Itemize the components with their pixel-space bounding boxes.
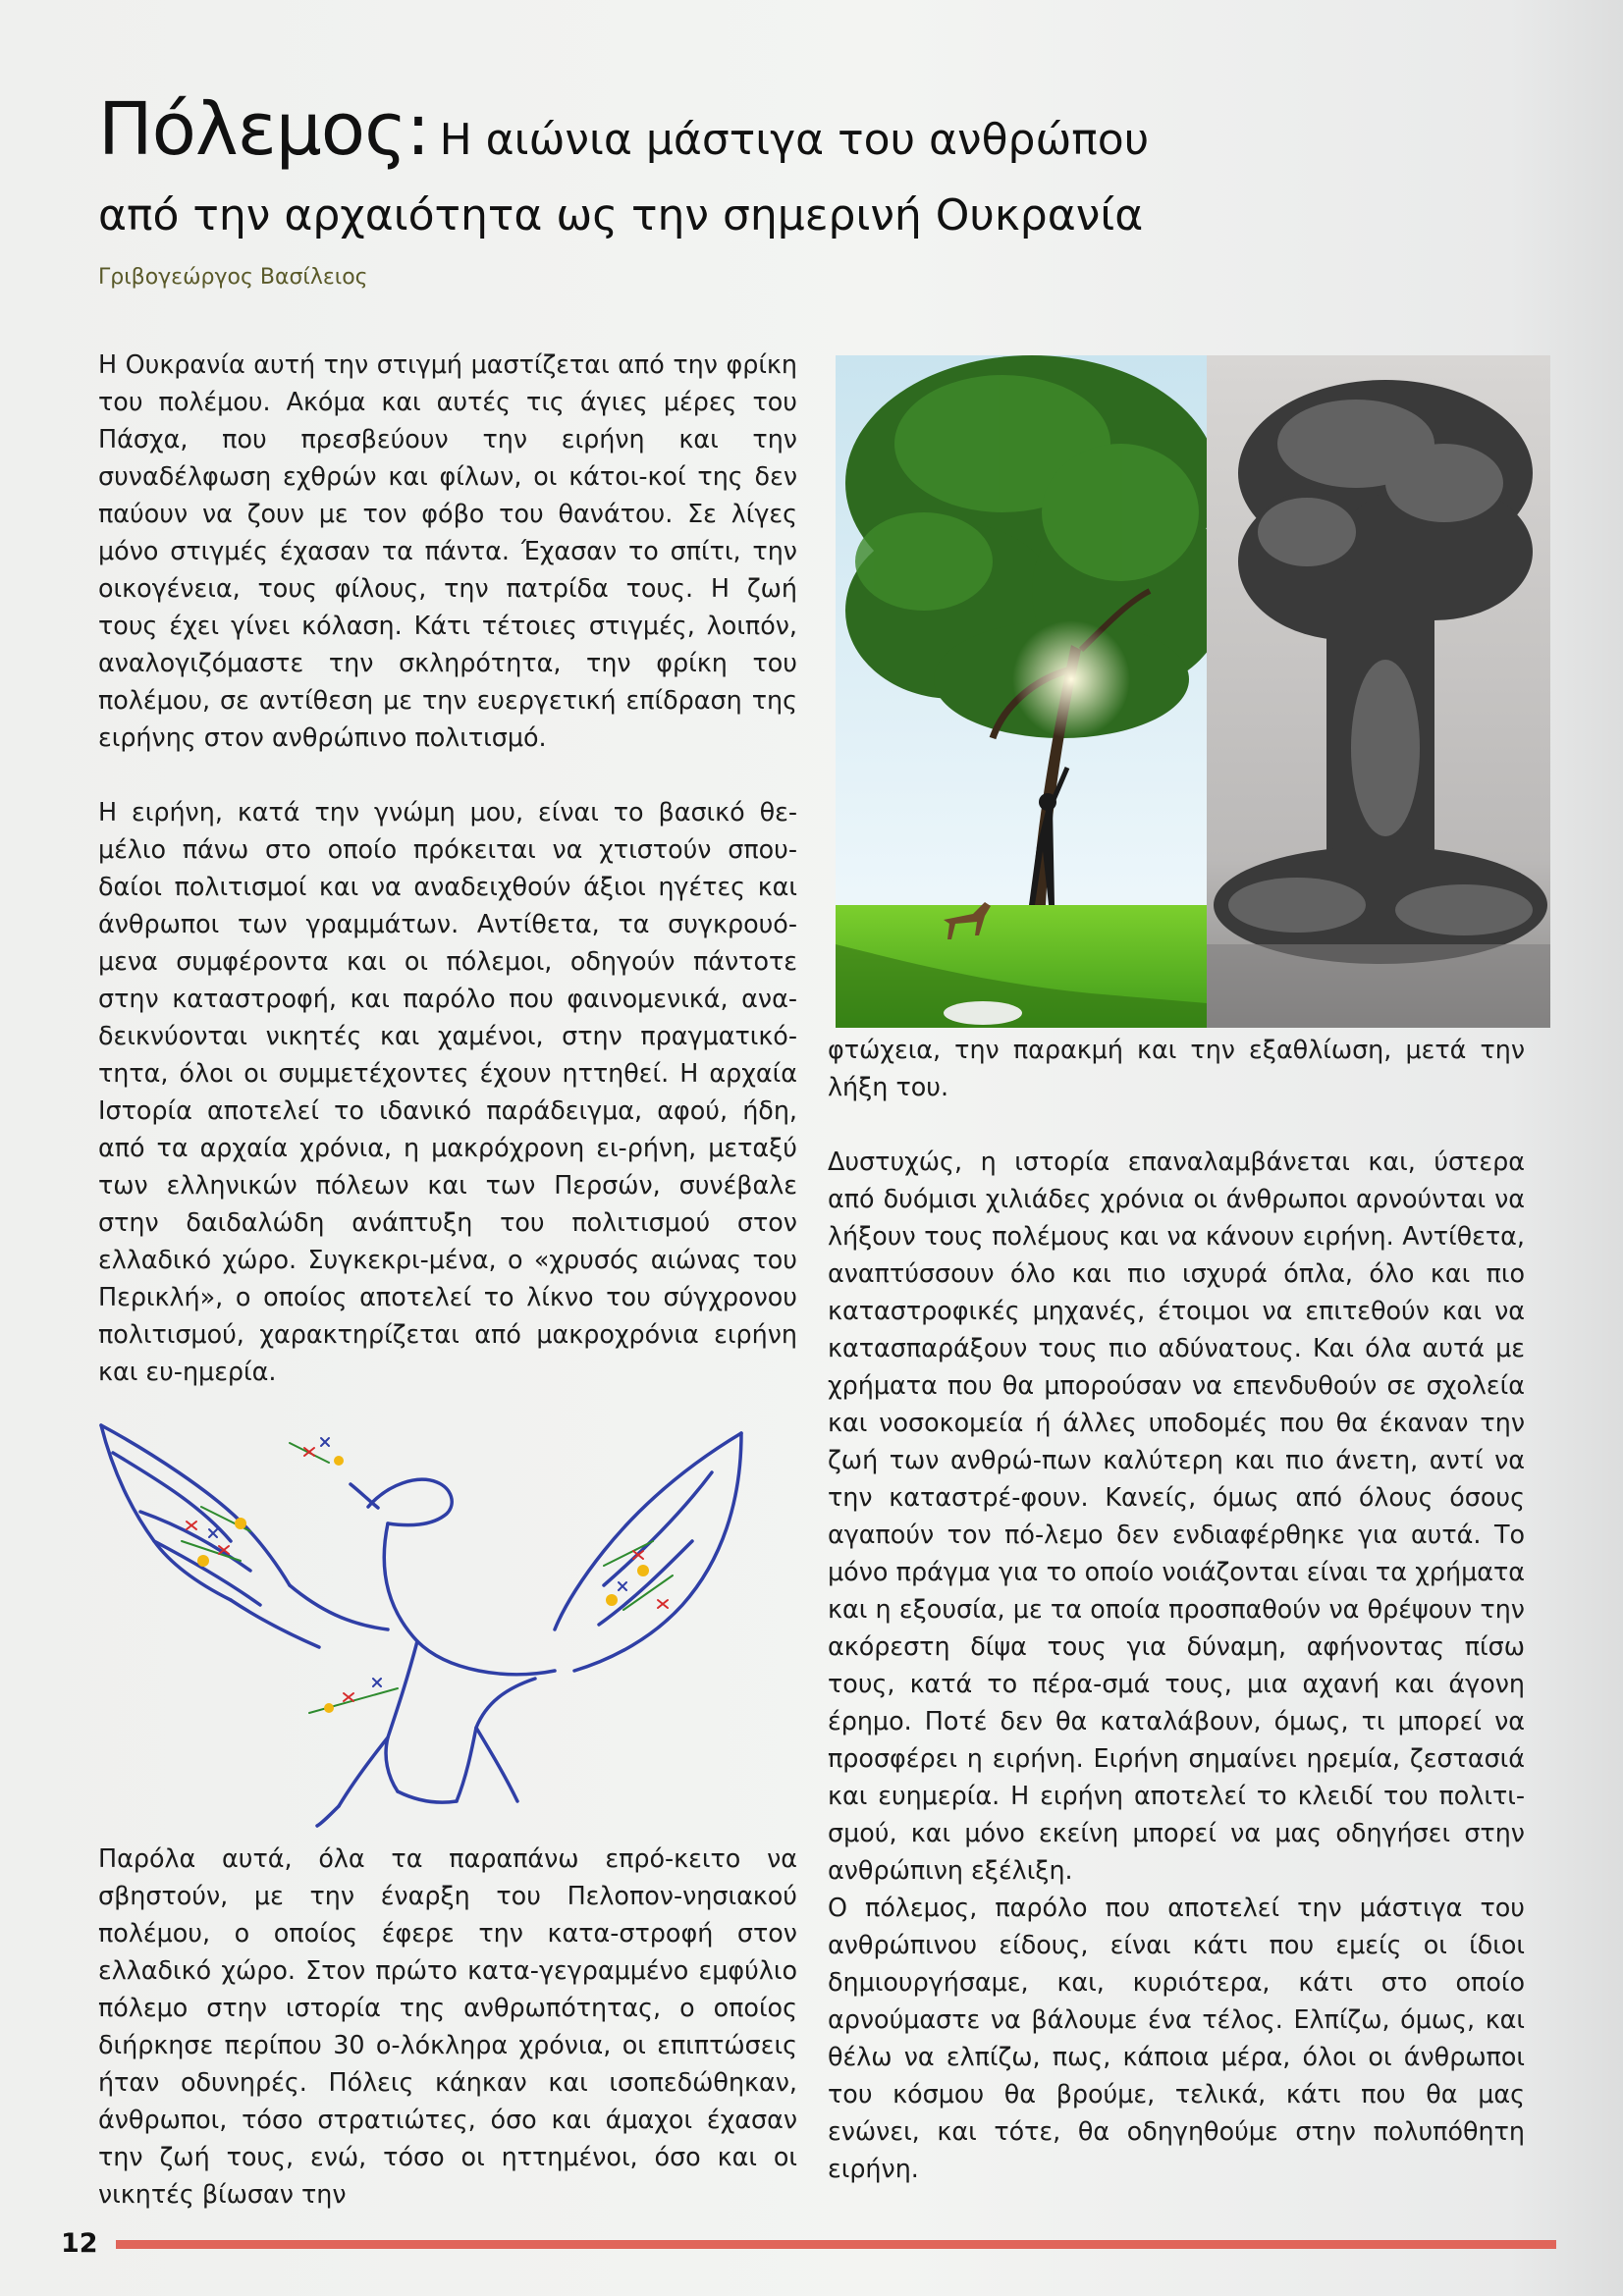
- right-column: [828, 1031, 1525, 2187]
- footer-rule: [116, 2240, 1556, 2249]
- left-column-bottom: [98, 1840, 797, 2213]
- tree-and-mushroom-cloud-photo: [836, 355, 1550, 1028]
- peace-dove-illustration: [93, 1414, 800, 1836]
- paragraph: Ο πόλεμος, παρόλο που αποτελεί την μάστιγα του ανθρώπινου είδους, είναι κάτι που εμείς οι ίδιοι δημιουργήσαμε, και, κυριότερα, κάτι στο οποίο αρνούμαστε να βάλουμε ένα τέλος. Ελπίζω, όμως, και θέλω να ελπίζω, πως, κάποια μέρα, όλοι οι άνθρωποι του κόσμου θα βρούμε, τελικά, κάτι που θα μας ενώνει, και τότε, θα οδηγηθούμε στην πολυπόθητη ειρήνη.: [828, 1893, 1525, 2183]
- title-subtitle: Η αιώνια μάστιγα του ανθρώπου: [439, 115, 1150, 165]
- paragraph: Δυστυχώς, η ιστορία επαναλαμβάνεται και, ύστερα από δυόμισι χιλιάδες χρόνια οι άνθρωποι αρνούνται να λήξουν τους πολέμους και να κάνουν ειρήνη. Αντίθετα, αναπτύσσουν όλο και πιο ισχυρά όπλα, όλο και πιο καταστροφικές μηχανές, έτοιμοι να επιτεθούν και να κατασπαράξουν τους πιο αδύνατους. Και όλα αυτά με χρήματα που θα μπορούσαν να επενδυθούν σε σχολεία και νοσοκομεία ή άλλες υποδομές που θα έκαναν την ζωή των ανθρώ-πων καλύτερη και πιο άνετη, αντί να την καταστρέ-φουν. Κανείς, όμως από όλους όσους αγαπούν τον πό-λεμο δεν ενδιαφέρθηκε για αυτά. Το μόνο πράγμα για το οποίο νοιάζονται είναι τα χρήματα και η εξουσία, με τα οποία προσπαθούν να θρέψουν την ακόρεστη δίψα τους για δύναμη, αφήνοντας πίσω τους, κατά το πέρα-σμά τους, μια αχανή και άγονη έρημο. Ποτέ δεν θα καταλάβουν, όμως, τι μπορεί να προσφέρει η ειρήνη. Ειρήνη σημαίνει ηρεμία, ζεστασιά και ευημερία. Η ειρήνη αποτελεί το κλειδί του πολιτι-σμού, και μόνο εκείνη μπορεί να μας οδηγήσει στην ανθρώπινη εξέλιξη.: [828, 1147, 1525, 1885]
- left-column-top: [98, 346, 797, 1390]
- paragraph: Παρόλα αυτά, όλα τα παραπάνω επρό-κειτο να σβηστούν, με την έναρξη του Πελοπον-νησιακού πολέμου, ο οποίος έφερε την κατα-στροφή στον ελλαδικό χώρο. Στον πρώτο κατα-γεγραμμένο εμφύλιο πόλεμο στην ιστορία της ανθρωπότητας, ο οποίος διήρκησε περίπου 30 ο-λόκληρα χρόνια, οι επιπτώσεις ήταν οδυνηρές. Πόλεις κάηκαν και ισοπεδώθηκαν, άνθρωποι, τόσο στρατιώτες, όσο και άμαχοι έχασαν την ζωή τους, ενώ, τόσο οι ηττημένοι, όσο και οι νικητές βίωσαν την: [98, 1843, 797, 2209]
- article-title: [98, 84, 1532, 243]
- paragraph: Η Ουκρανία αυτή την στιγμή μαστίζεται από την φρίκη του πολέμου. Ακόμα και αυτές τις άγιες μέρες του Πάσχα, που πρεσβεύουν την ειρήνη και την συναδέλφωση εχθρών και φίλων, οι κάτοι-κοί της δεν παύουν να ζουν με τον φόβο του θανάτου. Σε λίγες μόνο στιγμές έχασαν τα πάντα. Έχασαν το σπίτι, την οικογένεια, τους φίλους, την πατρίδα τους. Η ζωή τους έχει γίνει κόλαση. Κάτι τέτοιες στιγμές, λοιπόν, αναλογιζόμαστε την σκληρότητα, την φρίκη του πολέμου, σε αντίθεση με την ευεργετική επίδραση της ειρήνης στον ανθρώπινο πολιτισμό.: [98, 349, 797, 752]
- paragraph: Η ειρήνη, κατά την γνώμη μου, είναι το βασικό θε-μέλιο πάνω στο οποίο πρόκειται να χτιστούν σπου-δαίοι πολιτισμοί και να αναδειχθούν άξιοι ηγέτες και άνθρωποι των γραμμάτων. Αντίθετα, τα συγκρουό-μενα συμφέροντα και οι πόλεμοι, οδηγούν πάντοτε στην καταστροφή, και παρόλο που φαινομενικά, ανα-δεικνύονται νικητές και χαμένοι, στην πραγματικό-τητα, όλοι οι συμμετέχοντες έχουν ηττηθεί. Η αρχαία Ιστορία αποτελεί το ιδανικό παράδειγμα, αφού, ήδη, από τα αρχαία χρόνια, η μακρόχρονη ει-ρήνη, μεταξύ των ελληνικών πόλεων και των Περσών, συνέβαλε στην δαιδαλώδη ανάπτυξη του πολιτισμού στον ελλαδικό χώρο. Συγκεκρι-μένα, ο «χρυσός αιώνας του Περικλή», ο οποίος αποτελεί το λίκνο του σύγχρονου πολιτισμού, χαρακτηρίζεται από μακροχρόνια ειρήνη και ευ-ημερία.: [98, 797, 797, 1386]
- page-number: 12: [61, 2228, 98, 2259]
- title-main: Πόλεμος:: [98, 87, 430, 172]
- paragraph: φτώχεια, την παρακμή και την εξαθλίωση, μετά την λήξη του.: [828, 1035, 1525, 1101]
- title-line-2: από την αρχαιότητα ως την σημερινή Ουκρανία: [98, 190, 1144, 240]
- title-line-1: [98, 84, 1532, 188]
- author-name: Γριβογεώργος Βασίλειος: [98, 265, 368, 290]
